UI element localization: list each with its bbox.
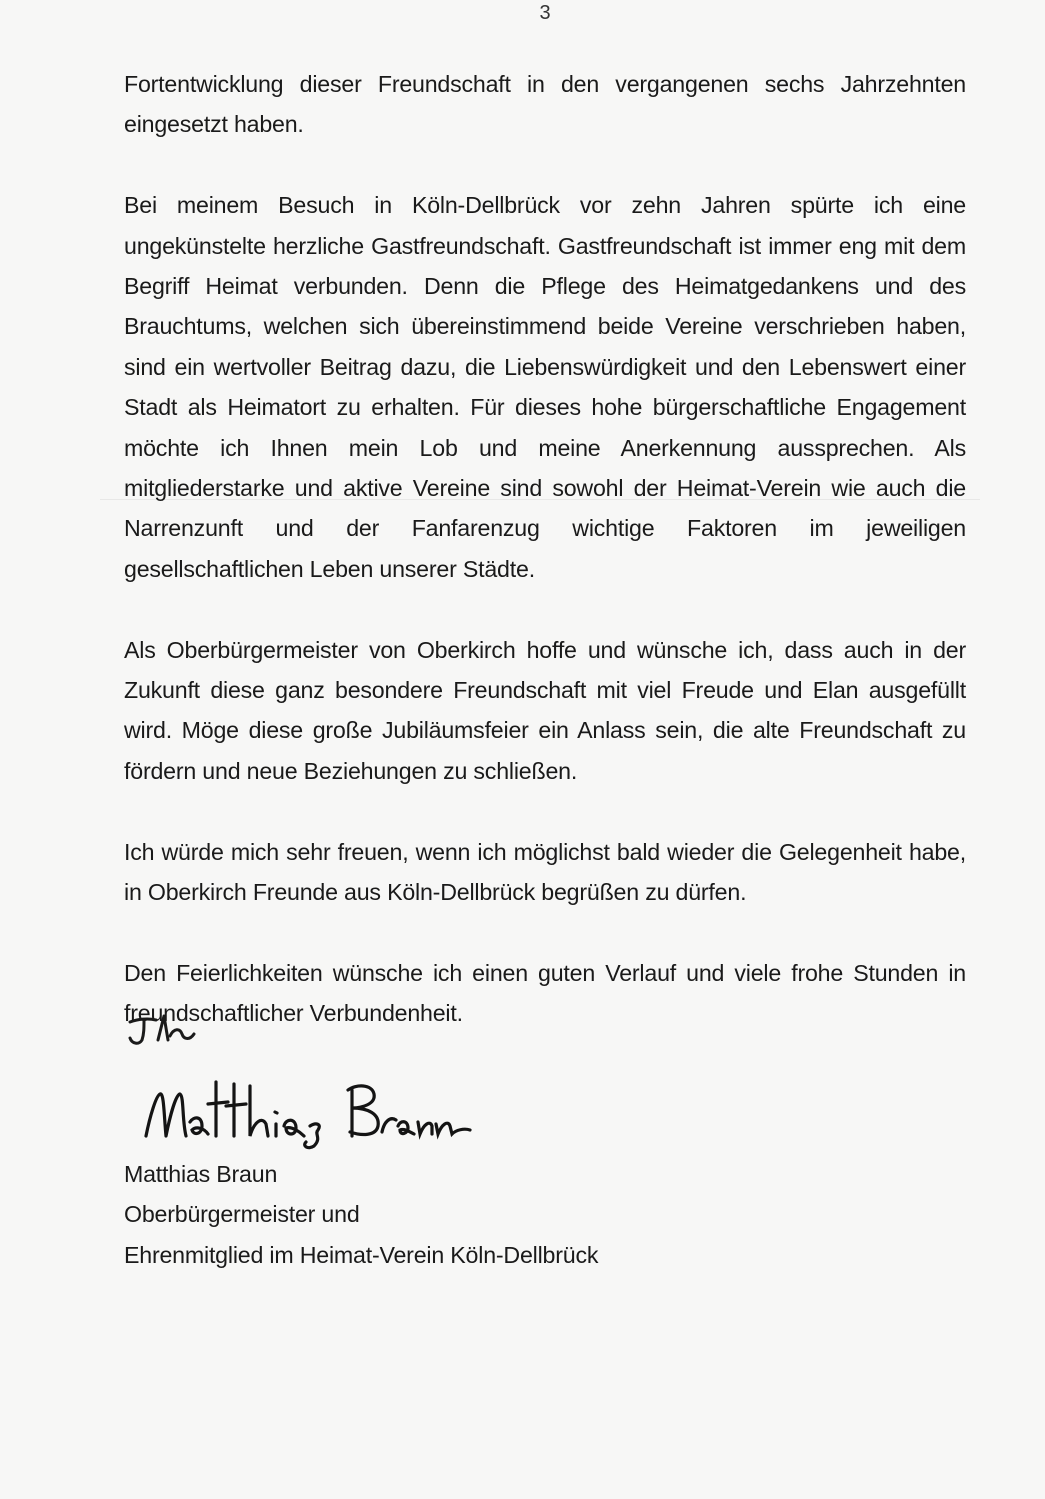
paragraph-4: Ich würde mich sehr freuen, wenn ich möglichst bald wieder die Gelegenheit habe, in Oberkirch Freunde aus Köln-Dellbrück begrüßen zu dürfen. xyxy=(124,838,966,906)
handwritten-ihr xyxy=(124,1010,204,1050)
paragraph-5: Den Feierlichkeiten wünsche ich einen guten Verlauf und viele frohe Stunden in freundschaftlicher Verbundenheit. xyxy=(124,959,966,1027)
signer-block xyxy=(124,1154,598,1275)
handwritten-signature xyxy=(142,1076,522,1166)
signer-title: Oberbürgermeister und xyxy=(124,1201,360,1228)
paragraph-1: Fortentwicklung dieser Freundschaft in den vergangenen sechs Jahrzehnten eingesetzt haben. xyxy=(124,71,966,138)
page-number: 3 xyxy=(539,2,551,24)
letter-body xyxy=(124,64,966,1074)
signer-honor: Ehrenmitglied im Heimat-Verein Köln-Dellbrück xyxy=(124,1241,599,1268)
handwritten-closing xyxy=(124,1010,724,1050)
paragraph-3: Als Oberbürgermeister von Oberkirch hoffe und wünsche ich, dass auch in der Zukunft diese ganz besondere Freundschaft mit viel Freude und Elan ausgefüllt wird. Möge diese große Jubiläumsfeier ein Anlass sein, die alte Freundschaft zu fördern und neue Beziehungen zu schließen. xyxy=(124,636,966,784)
signer-name: Matthias Braun xyxy=(124,1161,278,1187)
paragraph-2: Bei meinem Besuch in Köln-Dellbrück vor zehn Jahren spürte ich eine ungekünstelte herzliche Gastfreundschaft. Gastfreundschaft ist immer eng mit dem Begriff Heimat verbunden. Denn die Pflege des Heimatgedankens und des Brauchtums, welchen sich übereinstimmend beide Vereine verschrieben haben, sind ein wertvoller Beitrag dazu, die Liebenswürdigkeit und den Lebenswert einer Stadt als Heimatort zu erhalten. Für dieses hohe bürgerschaftliche Engagement möchte ich Ihnen mein Lob und meine Anerkennung aussprechen. Als mitgliederstarke und aktive Vereine sind sowohl der Heimat-Verein wie auch die Narrenzunft und der Fanfarenzug wichtige Faktoren im jeweiligen gesellschaftlichen Leben unserer Städte. xyxy=(124,192,966,582)
